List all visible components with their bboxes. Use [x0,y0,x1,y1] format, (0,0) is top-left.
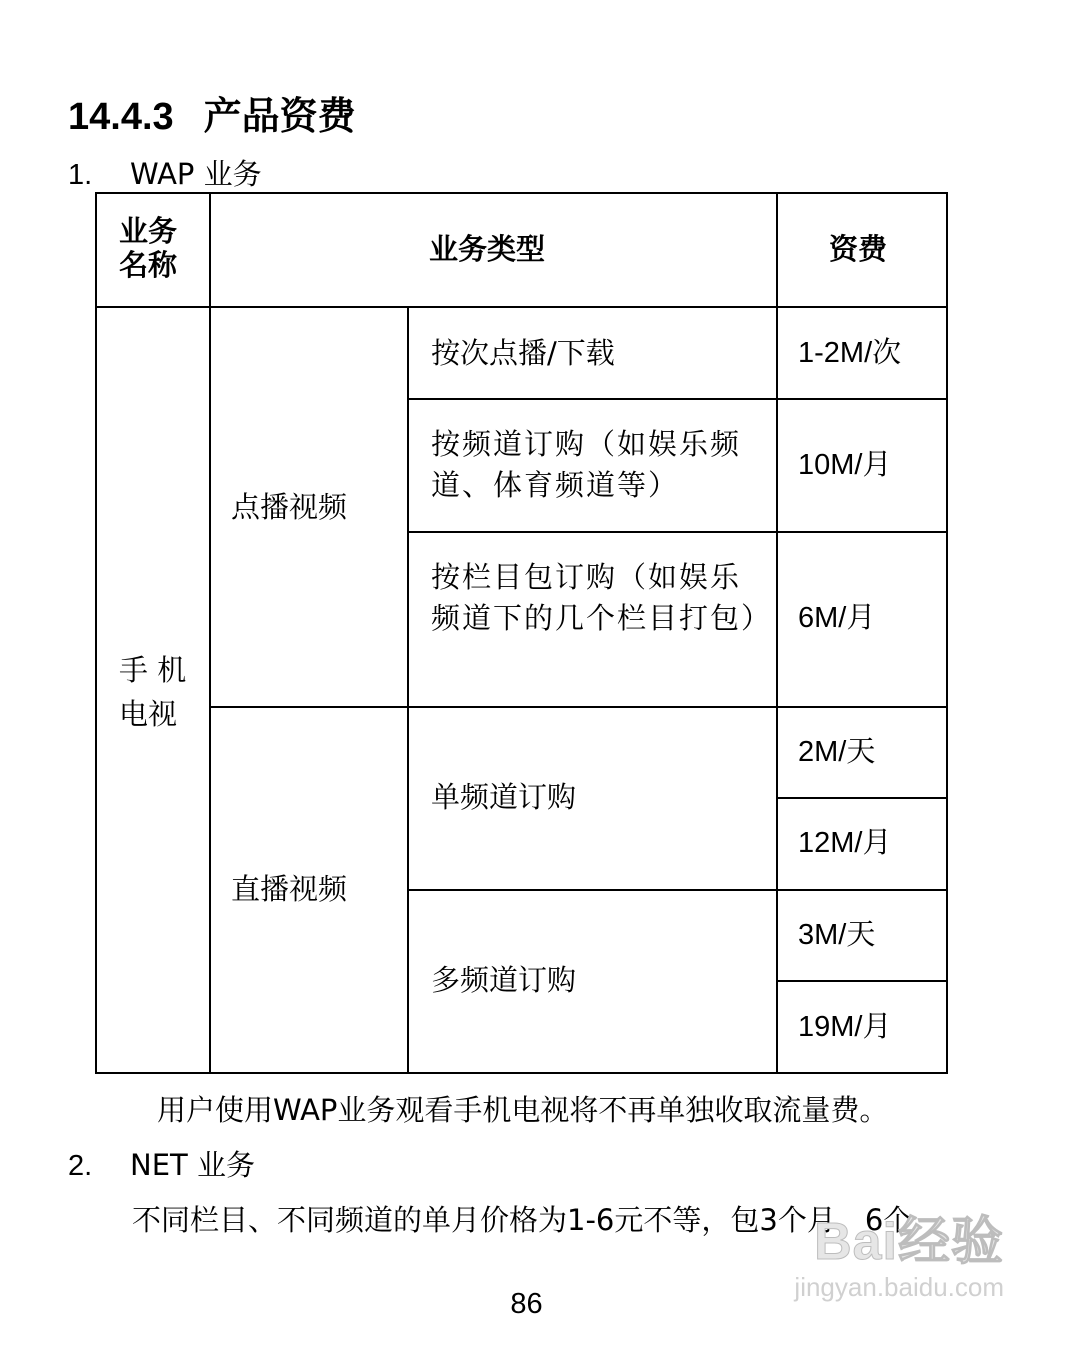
section-title: 产品资费 [203,94,356,138]
section-number: 14.4.3 [68,96,174,138]
list-index: 2. [68,1150,93,1182]
watermark-url: jingyan.baidu.com [794,1272,1004,1302]
vod-price-3: 6M/月 [798,602,876,634]
vod-price-1: 1-2M/次 [798,337,902,369]
list-title: NET 业务 [130,1148,255,1182]
net-paragraph: 不同栏目、不同频道的单月价格为1-6元不等，包3个月、6个 [132,1203,913,1237]
category-live: 直播视频 [231,872,348,906]
live-price-multi-month: 19M/月 [798,1011,892,1043]
watermark-logo: Bai经验 [814,1213,1004,1271]
vod-type-3: 按栏目包订购（如娱乐频道下的几个栏目打包） [431,560,773,635]
vod-type-1: 按次点播/下载 [431,336,615,370]
list-title: WAP 业务 [130,157,262,191]
vod-price-2: 10M/月 [798,449,892,481]
page-number: 86 [510,1288,543,1320]
live-price-single-month: 12M/月 [798,827,892,859]
vod-type-2: 按频道订购（如娱乐频道、体育频道等） [431,427,742,502]
header-service-type: 业务类型 [429,232,546,266]
service-name: 手 机 电视 [119,653,187,731]
category-vod: 点播视频 [231,490,348,524]
header-service-name: 业务 名称 [119,214,178,282]
list-item-net [68,1145,255,1186]
section-heading [68,88,356,145]
header-tariff: 资费 [829,232,888,266]
live-price-multi-day: 3M/天 [798,919,876,951]
live-type-single: 单频道订购 [431,780,577,814]
live-type-multi: 多频道订购 [431,963,577,997]
table-note: 用户使用WAP业务观看手机电视将不再单独收取流量费。 [157,1093,889,1127]
list-item-wap [68,154,262,195]
live-price-single-day: 2M/天 [798,736,876,768]
list-index: 1. [68,159,93,191]
tariff-table [95,192,948,1074]
